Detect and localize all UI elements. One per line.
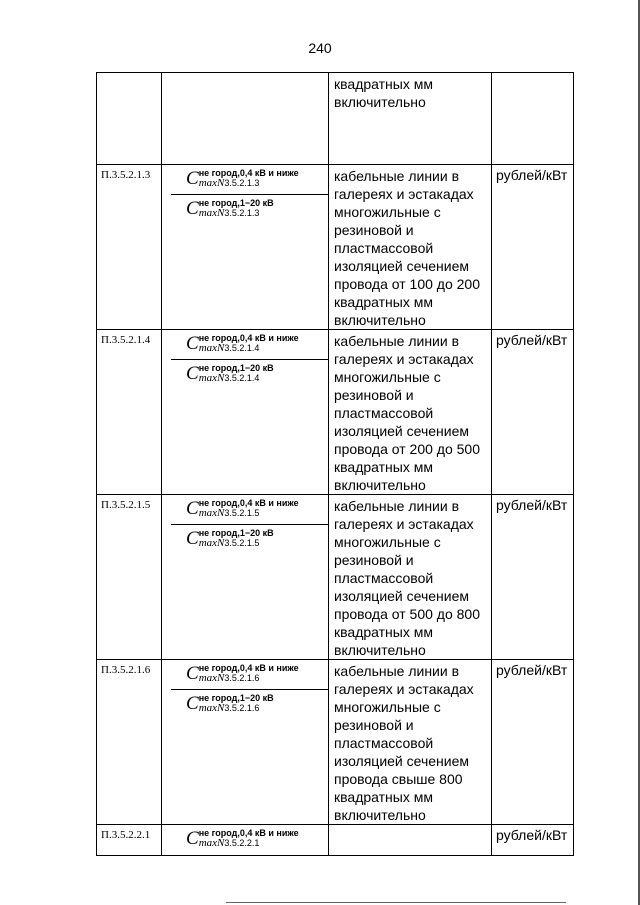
table-row bbox=[97, 825, 574, 856]
row-unit: рублей/кВт bbox=[492, 825, 574, 856]
formula-superscript: не город,1−20 кВ bbox=[198, 363, 274, 373]
formula bbox=[162, 825, 328, 854]
formula-superscript: не город,1−20 кВ bbox=[198, 528, 274, 538]
row-code: П.3.5.2.2.1 bbox=[97, 825, 162, 856]
formula-superscript: не город,1−20 кВ bbox=[198, 198, 274, 208]
formula-superscript: не город,1−20 кВ bbox=[198, 693, 274, 703]
formula bbox=[171, 359, 328, 389]
row-unit: рублей/кВт bbox=[492, 495, 574, 660]
formula bbox=[171, 194, 328, 224]
formula-subscript-num: 3.5.2.1.3 bbox=[224, 178, 260, 188]
formula-superscript: не город,0,4 кВ и ниже bbox=[198, 333, 299, 343]
formula-superscript: не город,0,4 кВ и ниже bbox=[198, 498, 299, 508]
row-description bbox=[329, 825, 492, 856]
formula bbox=[162, 495, 328, 524]
formula-subscript-num: 3.5.2.2.1 bbox=[224, 838, 260, 848]
formula-subscript-var: maxN bbox=[198, 702, 225, 714]
formula-symbol: C bbox=[186, 333, 199, 354]
formula-superscript: не город,0,4 кВ и ниже bbox=[198, 663, 299, 673]
table-row bbox=[97, 495, 574, 660]
row-code: П.3.5.2.1.3 bbox=[97, 165, 162, 330]
formula bbox=[162, 330, 328, 359]
formula-superscript: не город,0,4 кВ и ниже bbox=[198, 828, 299, 838]
formula bbox=[171, 689, 328, 719]
row-unit bbox=[492, 73, 574, 165]
formula bbox=[171, 524, 328, 554]
formula-superscript: не город,0,4 кВ и ниже bbox=[198, 168, 299, 178]
row-code bbox=[97, 73, 162, 165]
formula-subscript-num: 3.5.2.1.5 bbox=[224, 538, 260, 548]
formula-subscript-num: 3.5.2.1.5 bbox=[224, 508, 260, 518]
table-row bbox=[97, 330, 574, 495]
scan-edge-line bbox=[226, 902, 566, 903]
row-description: кабельные линии в галереях и эстакадах многожильные с резиновой и пластмассовой изоляцией сечением провода свыше 800 квадратных мм включительно bbox=[329, 660, 492, 825]
row-description: кабельные линии в галереях и эстакадах многожильные с резиновой и пластмассовой изоляцией сечением провода от 200 до 500 квадратных мм включительно bbox=[329, 330, 492, 495]
formula-subscript-var: maxN bbox=[198, 372, 225, 384]
formula-symbol: C bbox=[186, 168, 199, 189]
formula-subscript-var: maxN bbox=[198, 507, 225, 519]
row-unit: рублей/кВт bbox=[492, 330, 574, 495]
formula-subscript-var: maxN bbox=[198, 342, 225, 354]
formula bbox=[162, 660, 328, 689]
formula-subscript-var: maxN bbox=[198, 672, 225, 684]
formula-subscript-var: maxN bbox=[198, 177, 225, 189]
formula-symbol: C bbox=[186, 498, 199, 519]
formula-subscript-num: 3.5.2.1.6 bbox=[224, 703, 260, 713]
formula-subscript-num: 3.5.2.1.4 bbox=[224, 343, 260, 353]
row-code: П.3.5.2.1.4 bbox=[97, 330, 162, 495]
formula-cell bbox=[162, 330, 329, 495]
row-description: квадратных мм включительно bbox=[329, 73, 492, 165]
tariff-table bbox=[96, 72, 574, 856]
formula-symbol: C bbox=[186, 828, 199, 849]
formula-cell bbox=[162, 165, 329, 330]
row-code: П.3.5.2.1.5 bbox=[97, 495, 162, 660]
formula-symbol: C bbox=[186, 693, 199, 714]
formula bbox=[162, 165, 328, 194]
formula-subscript-var: maxN bbox=[198, 207, 225, 219]
formula-subscript-num: 3.5.2.1.4 bbox=[224, 373, 260, 383]
formula-symbol: C bbox=[186, 663, 199, 684]
formula-cell bbox=[162, 660, 329, 825]
formula-symbol: C bbox=[186, 363, 199, 384]
formula-cell bbox=[162, 825, 329, 856]
formula-subscript-num: 3.5.2.1.6 bbox=[224, 673, 260, 683]
formula-symbol: C bbox=[186, 528, 199, 549]
row-code: П.3.5.2.1.6 bbox=[97, 660, 162, 825]
row-description: кабельные линии в галереях и эстакадах многожильные с резиновой и пластмассовой изоляцией сечением провода от 100 до 200 квадратных мм включительно bbox=[329, 165, 492, 330]
table-row bbox=[97, 660, 574, 825]
formula-symbol: C bbox=[186, 198, 199, 219]
page-number: 240 bbox=[308, 40, 332, 56]
formula-cell bbox=[162, 495, 329, 660]
row-description: кабельные линии в галереях и эстакадах многожильные с резиновой и пластмассовой изоляцией сечением провода от 500 до 800 квадратных мм включительно bbox=[329, 495, 492, 660]
formula-subscript-num: 3.5.2.1.3 bbox=[224, 208, 260, 218]
formula-cell bbox=[162, 73, 329, 165]
table-row bbox=[97, 73, 574, 165]
formula-subscript-var: maxN bbox=[198, 537, 225, 549]
row-unit: рублей/кВт bbox=[492, 660, 574, 825]
row-unit: рублей/кВт bbox=[492, 165, 574, 330]
table-row bbox=[97, 165, 574, 330]
formula-subscript-var: maxN bbox=[198, 837, 225, 849]
